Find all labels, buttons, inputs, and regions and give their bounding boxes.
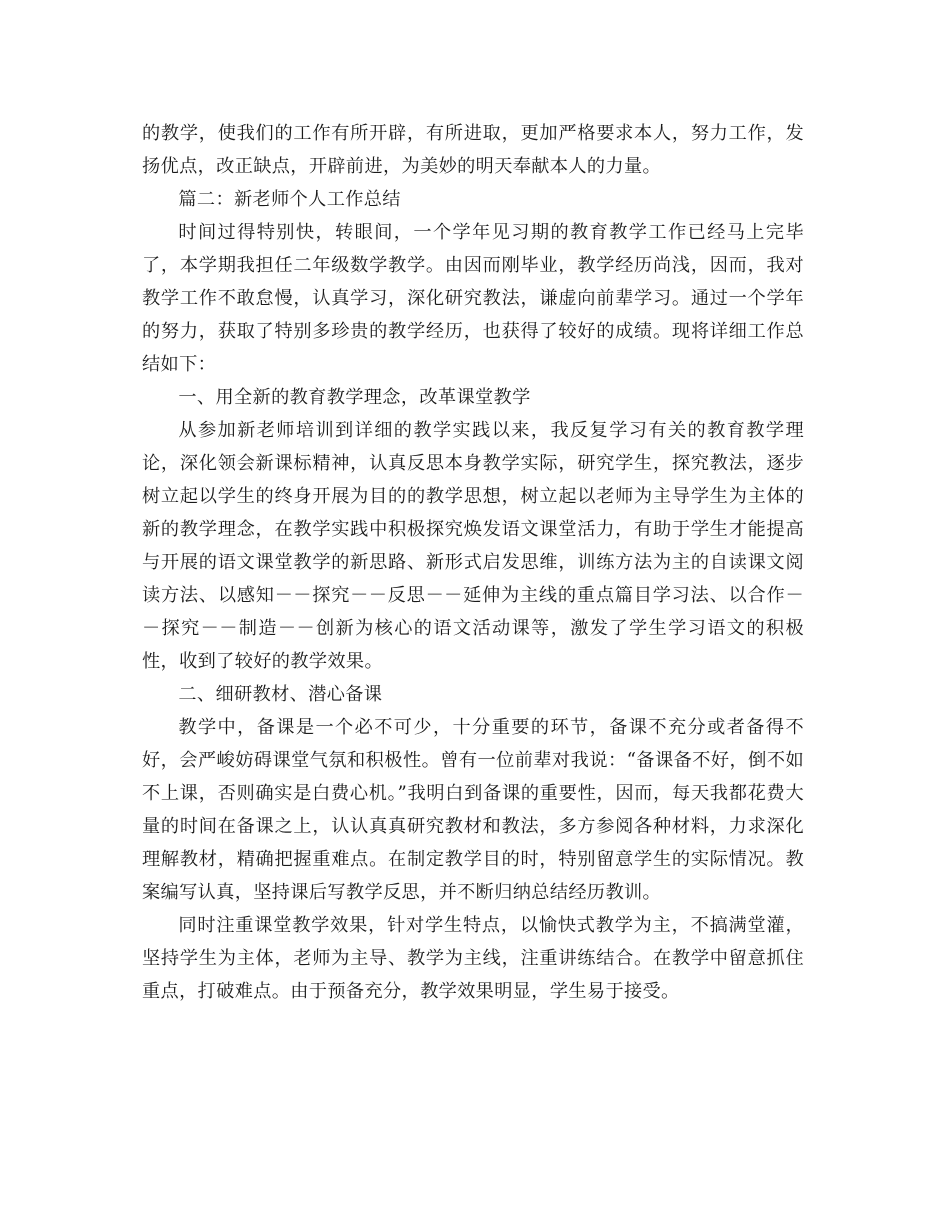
paragraph-intro: 时间过得特别快，转眼间，一个学年见习期的教育教学工作已经马上完毕了，本学期我担任二年级数学教学。由因而刚毕业，教学经历尚浅，因而，我对教学工作不敢怠慢，认真学习，深化研究教法，谦虚向前辈学习。通过一个学年的努力，获取了特别多珍贵的教学经历，也获得了较好的成绩。现将详细工作总结如下：	[142, 222, 804, 375]
paragraph-section-one: 从参加新老师培训到详细的教学实践以来，我反复学习有关的教育教学理论，深化领会新课标精神，认真反思本身教学实际，研究学生，探究教法，逐步树立起以学生的终身开展为目的的教学思想，树立起以老师为主导学生为主体的新的教学理念，在教学实践中积极探究焕发语文课堂活力，有助于学生才能提高与开展的语文课堂教学的新思路、新形式启发思维，训练方法为主的自读课文阅读方法、以感知－－探究－－反思－－延伸为主线的重点篇目学习法、以合作－－探究－－制造－－创新为核心的语文活动课等，激发了学生学习语文的积极性，收到了较好的教学效果。	[142, 420, 804, 672]
document-body	[142, 117, 804, 1008]
paragraph-section-two-a: 教学中，备课是一个必不可少，十分重要的环节，备课不充分或者备得不好，会严峻妨碍课堂气氛和积极性。曾有一位前辈对我说：“备课备不好，倒不如不上课，否则确实是白费心机。”我明白到备课的重要性，因而，每天我都花费大量的时间在备课之上，认认真真研究教材和教法，多方参阅各种材料，力求深化理解教材，精确把握重难点。在制定教学目的时，特别留意学生的实际情况。教案编写认真，坚持课后写教学反思，并不断归纳总结经历教训。	[142, 717, 804, 903]
paragraph-section-two-b: 同时注重课堂教学效果，针对学生特点，以愉快式教学为主，不搞满堂灌，坚持学生为主体，老师为主导、教学为主线，注重讲练结合。在教学中留意抓住重点，打破难点。由于预备充分，教学效果明显，学生易于接受。	[142, 915, 804, 1002]
section-heading-two: 二、细研教材、潜心备课	[178, 684, 383, 705]
section-heading-one: 一、用全新的教育教学理念，改革课堂教学	[178, 387, 531, 408]
section-heading-article-two: 篇二：新老师个人工作总结	[178, 189, 401, 210]
paragraph-continuation: 的教学，使我们的工作有所开辟，有所进取，更加严格要求本人，努力工作，发扬优点，改正缺点，开辟前进，为美妙的明天奉献本人的力量。	[142, 123, 804, 177]
